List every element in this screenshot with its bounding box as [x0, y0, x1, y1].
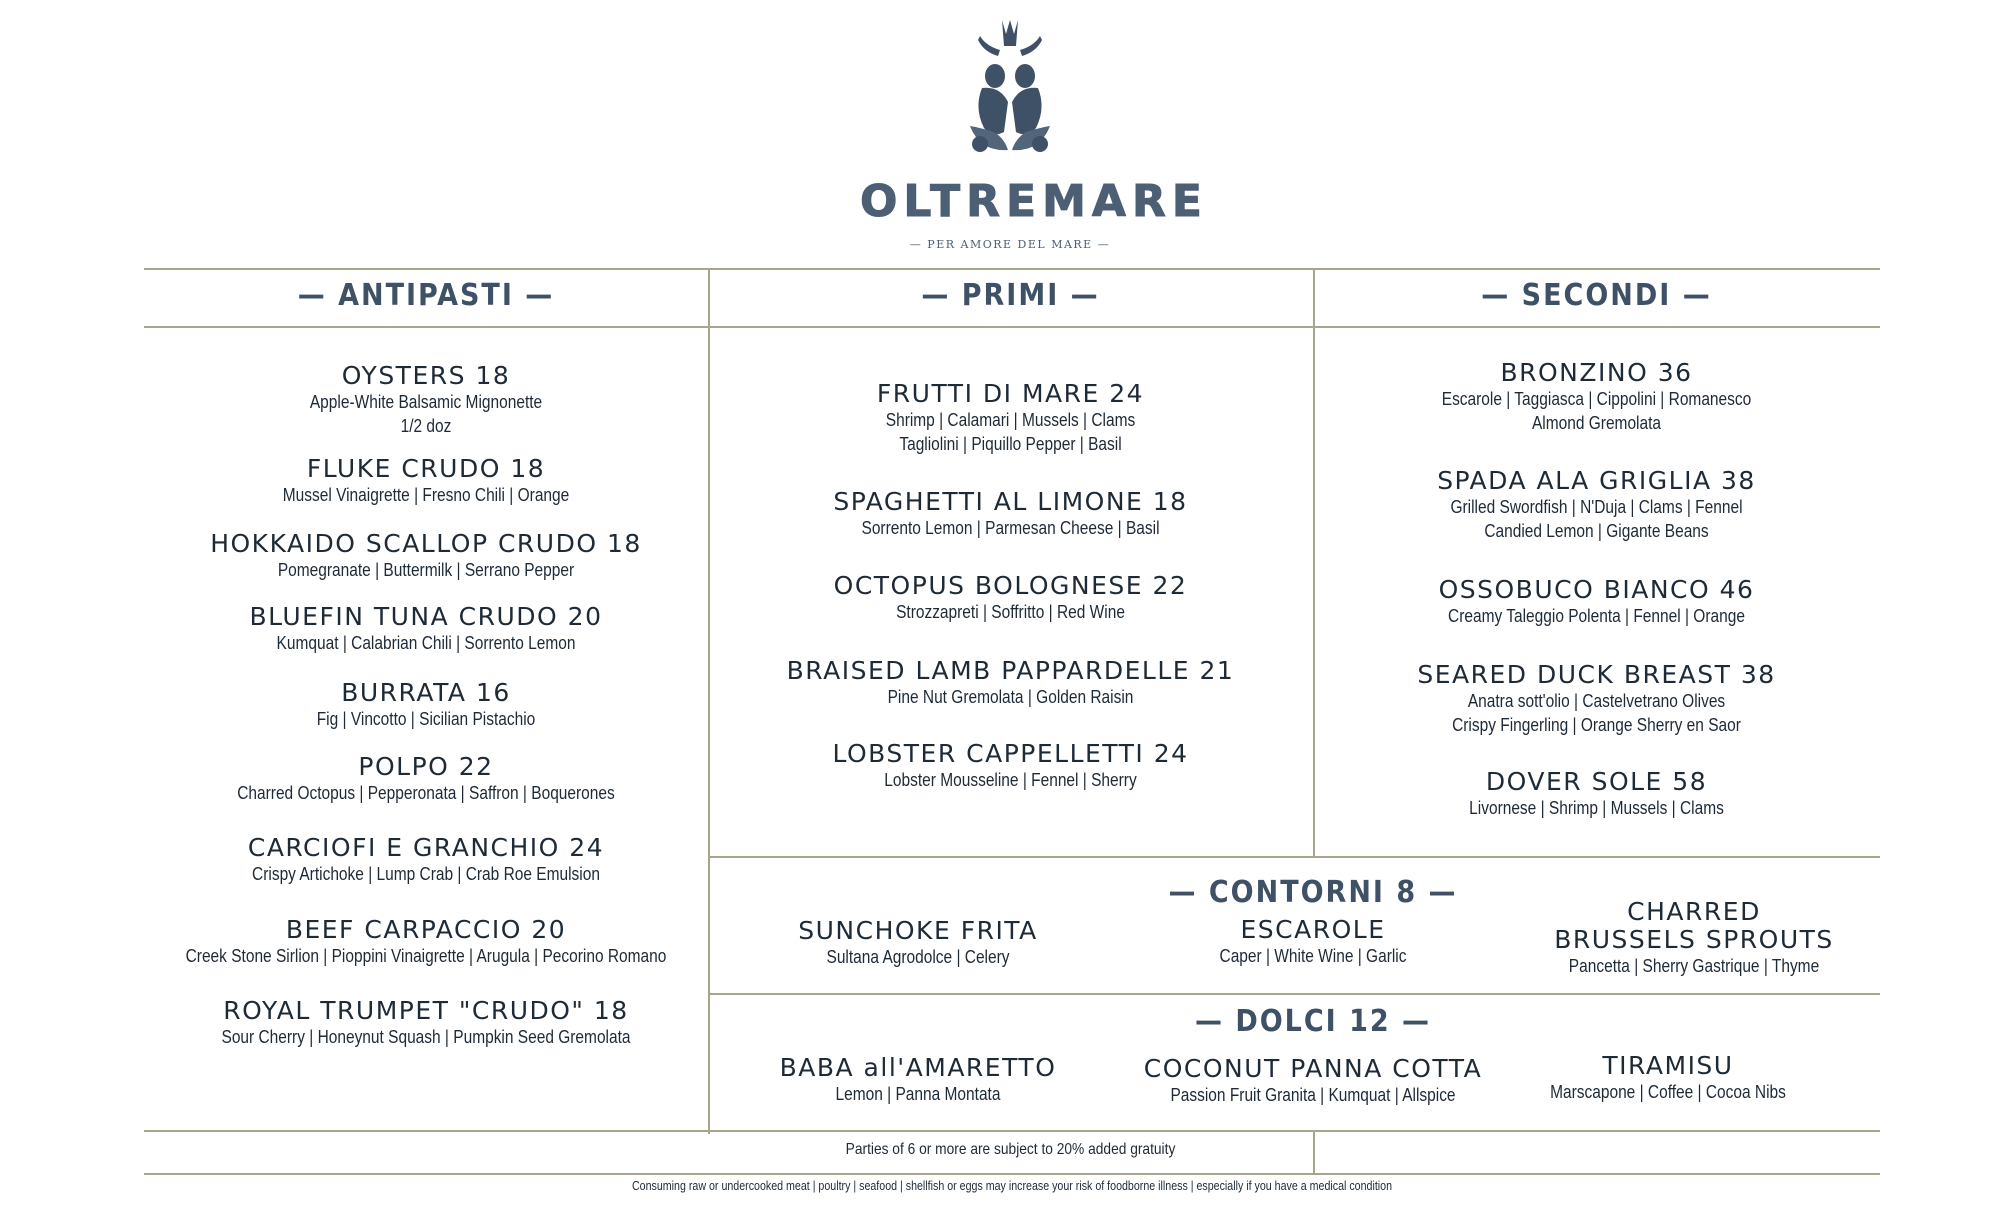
item-desc: Crispy Artichoke | Lump Crab | Crab Roe Emulsion	[252, 864, 600, 884]
item-name: BABA all'AMARETTO	[779, 1053, 1057, 1082]
menu-item	[718, 1054, 1118, 1106]
rule-header-bottom	[144, 326, 1880, 328]
item-desc: Strozzapreti | Soffritto | Red Wine	[896, 602, 1125, 622]
item-desc: Apple-White Balsamic Mignonette	[309, 392, 543, 412]
item-desc: Pine Nut Gremolata | Golden Raisin	[887, 687, 1134, 707]
item-desc: Tagliolini | Piquillo Pepper | Basil	[899, 434, 1122, 454]
section-title-primi: — PRIMI —	[921, 278, 1100, 313]
item-desc: Almond Gremolata	[1531, 413, 1662, 433]
menu-item	[1478, 1052, 1858, 1104]
item-name: ESCAROLE	[1240, 915, 1386, 944]
menu-item	[144, 362, 708, 438]
item-name: COCONUT PANNA COTTA	[1143, 1054, 1483, 1083]
foodborne-warning: Consuming raw or undercooked meat | poultry | seafood | shellfish or eggs may increase your risk of foodborne illness | especially if you have a medical condition	[631, 1178, 1393, 1193]
item-name: SPADA ALA GRIGLIA 38	[1437, 466, 1756, 495]
item-desc: Candied Lemon | Gigante Beans	[1484, 521, 1709, 541]
item-desc: 1/2 doz	[400, 416, 452, 436]
brand-tagline: — PER AMORE DEL MARE —	[909, 238, 1111, 251]
item-desc: Mussel Vinaigrette | Fresno Chili | Orange	[282, 485, 570, 505]
item-name: BEEF CARPACCIO 20	[285, 915, 567, 944]
item-name: FLUKE CRUDO 18	[306, 454, 546, 483]
item-name: OCTOPUS BOLOGNESE 22	[833, 571, 1188, 600]
item-desc: Creamy Taleggio Polenta | Fennel | Orange	[1448, 606, 1745, 626]
item-desc: Crispy Fingerling | Orange Sherry en Saor	[1452, 715, 1741, 735]
menu-item	[1508, 898, 1880, 978]
item-desc: Passion Fruit Granita | Kumquat | Allspice	[1170, 1085, 1456, 1105]
menu-item	[708, 488, 1313, 540]
menu-item	[144, 679, 708, 731]
item-name: SPAGHETTI AL LIMONE 18	[833, 487, 1188, 516]
menu-item	[1113, 1055, 1513, 1107]
menu-item	[1313, 768, 1880, 820]
item-desc: Marscapone | Coffee | Cocoa Nibs	[1550, 1082, 1786, 1102]
item-desc: Grilled Swordfish | N'Duja | Clams | Fennel	[1450, 497, 1743, 517]
item-name: CHARRED	[1627, 897, 1761, 926]
item-name: HOKKAIDO SCALLOP CRUDO 18	[210, 529, 642, 558]
item-desc: Pancetta | Sherry Gastrique | Thyme	[1568, 956, 1820, 976]
item-name: SUNCHOKE FRITA	[798, 916, 1038, 945]
item-desc: Livornese | Shrimp | Mussels | Clams	[1469, 798, 1724, 818]
menu-item	[144, 603, 708, 655]
section-title-antipasti: — ANTIPASTI —	[297, 278, 555, 313]
item-name-line2: BRUSSELS SPROUTS	[1554, 925, 1834, 954]
mermaid-twin-emblem-icon	[940, 16, 1080, 166]
item-name: POLPO 22	[358, 752, 494, 781]
item-desc: Sorrento Lemon | Parmesan Cheese | Basil	[861, 518, 1160, 538]
item-desc: Anatra sott'olio | Castelvetrano Olives	[1467, 691, 1726, 711]
item-desc: Lobster Mousseline | Fennel | Sherry	[884, 770, 1137, 790]
item-name: OYSTERS 18	[341, 361, 511, 390]
menu-item	[144, 997, 708, 1049]
menu-item	[1313, 661, 1880, 737]
menu-item	[708, 657, 1313, 709]
item-name: FRUTTI DI MARE 24	[876, 379, 1145, 408]
item-desc: Charred Octopus | Pepperonata | Saffron | Boquerones	[237, 783, 615, 803]
rule-contorni-top	[708, 856, 1880, 858]
brand-logo	[860, 16, 1208, 251]
item-name: ROYAL TRUMPET "CRUDO" 18	[223, 996, 629, 1025]
item-desc: Lemon | Panna Montata	[835, 1084, 1001, 1104]
rule-dolci-top	[708, 993, 1880, 995]
item-desc: Sultana Agrodolce | Celery	[826, 947, 1010, 967]
item-name: BRONZINO 36	[1500, 358, 1693, 387]
menu-item	[144, 916, 708, 968]
item-desc: Caper | White Wine | Garlic	[1219, 946, 1407, 966]
menu-item	[1313, 359, 1880, 435]
item-name: TIRAMISU	[1602, 1051, 1734, 1080]
rule-top	[144, 268, 1880, 270]
gratuity-note: Parties of 6 or more are subject to 20% added gratuity	[845, 1141, 1176, 1158]
item-name: DOVER SOLE 58	[1485, 767, 1708, 796]
menu-item	[708, 740, 1313, 792]
item-name: SEARED DUCK BREAST 38	[1417, 660, 1776, 689]
menu-item	[1123, 916, 1503, 968]
item-name: BLUEFIN TUNA CRUDO 20	[249, 602, 603, 631]
menu-item	[1313, 467, 1880, 543]
rule-footer-top	[144, 1130, 1880, 1132]
menu-item	[144, 455, 708, 507]
menu-item	[728, 917, 1108, 969]
item-name: LOBSTER CAPPELLETTI 24	[832, 739, 1189, 768]
menu-item	[144, 753, 708, 805]
section-title-contorni: — CONTORNI 8 —	[1168, 875, 1458, 910]
rule-footer-divider	[1313, 1130, 1315, 1174]
item-desc: Creek Stone Sirlion | Pioppini Vinaigrette | Arugula | Pecorino Romano	[185, 946, 667, 966]
item-name: BURRATA 16	[341, 678, 511, 707]
menu-item	[144, 834, 708, 886]
section-title-dolci: — DOLCI 12 —	[1194, 1004, 1432, 1039]
menu-item	[708, 380, 1313, 456]
menu-item	[1313, 576, 1880, 628]
item-desc: Fig | Vincotto | Sicilian Pistachio	[316, 709, 536, 729]
item-name: BRAISED LAMB PAPPARDELLE 21	[786, 656, 1235, 685]
section-title-secondi: — SECONDI —	[1481, 278, 1712, 313]
item-desc: Pomegranate | Buttermilk | Serrano Pepper	[277, 560, 575, 580]
item-desc: Escarole | Taggiasca | Cippolini | Romanesco	[1441, 389, 1752, 409]
item-name: OSSOBUCO BIANCO 46	[1438, 575, 1755, 604]
menu-item	[708, 572, 1313, 624]
rule-footer-bottom	[144, 1173, 1880, 1175]
item-desc: Sour Cherry | Honeynut Squash | Pumpkin Seed Gremolata	[221, 1027, 631, 1047]
menu-item	[144, 530, 708, 582]
item-desc: Shrimp | Calamari | Mussels | Clams	[885, 410, 1136, 430]
brand-wordmark: OLTREMARE	[860, 176, 1208, 227]
item-name: CARCIOFI E GRANCHIO 24	[247, 833, 605, 862]
item-desc: Kumquat | Calabrian Chili | Sorrento Lemon	[276, 633, 576, 653]
